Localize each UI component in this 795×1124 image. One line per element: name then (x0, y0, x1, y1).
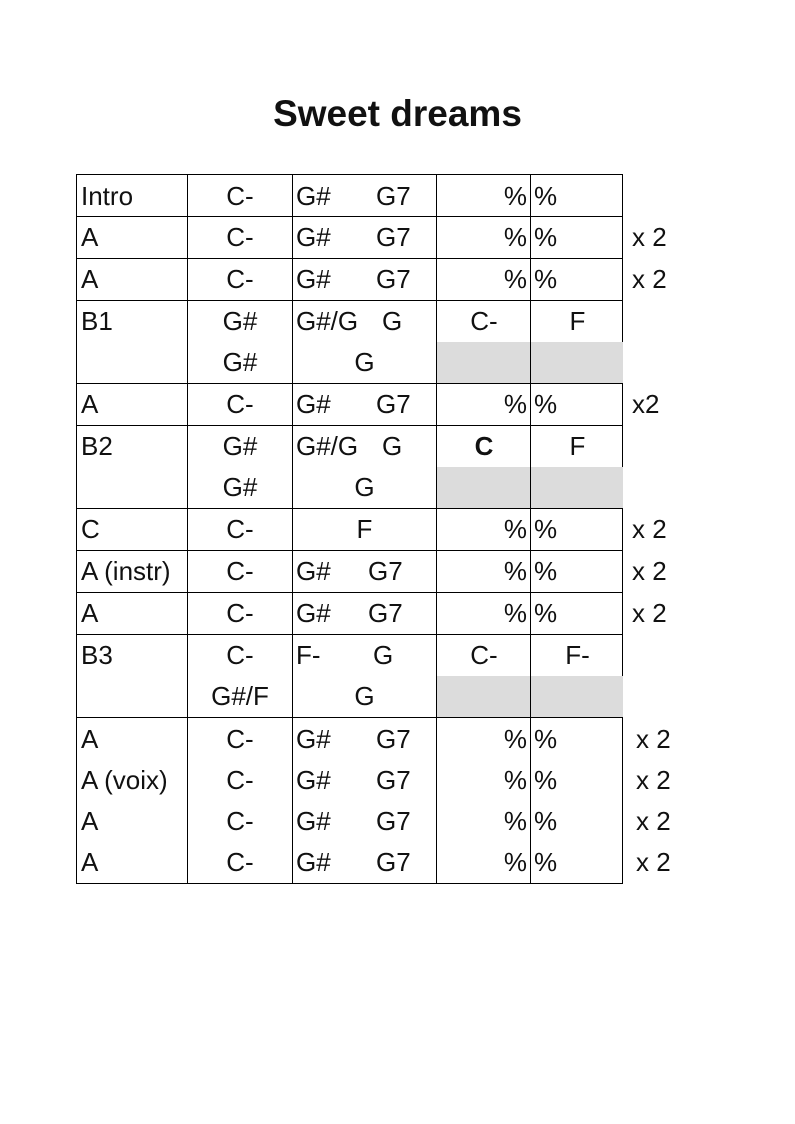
section-a (76, 593, 623, 635)
repeat-bar-symbol: % (534, 181, 558, 211)
section-final-a-block (76, 718, 623, 884)
chord: G (382, 306, 403, 336)
chord: C- (226, 724, 254, 754)
chord: G#/G (296, 306, 359, 336)
repeat-bar-symbol: % (534, 514, 558, 544)
chord: G# (296, 181, 331, 211)
chord: G# (296, 598, 331, 628)
repeat-count: x 2 (636, 724, 671, 754)
chord: G (354, 347, 375, 377)
chord: G7 (368, 598, 403, 628)
repeat-bar-symbol: % (503, 264, 527, 294)
chord: C- (226, 181, 254, 211)
repeat-count: x 2 (632, 514, 667, 544)
repeat-bar-symbol: % (534, 389, 558, 419)
chord: C- (226, 389, 254, 419)
chord: F- (296, 640, 321, 670)
section-intro (76, 174, 623, 217)
section-label: A (81, 806, 99, 836)
repeat-count: x 2 (632, 222, 667, 252)
chord: G (354, 472, 375, 502)
chord: G# (296, 765, 331, 795)
repeat-bar-symbol: % (503, 724, 527, 754)
chord: G# (296, 724, 331, 754)
section-label: A (81, 389, 99, 419)
chord: F (569, 306, 586, 336)
chord: G (354, 681, 375, 711)
chord: C- (470, 306, 498, 336)
repeat-bar-symbol: % (534, 765, 558, 795)
chord: G#/F (211, 681, 269, 711)
repeat-bar-symbol: % (503, 765, 527, 795)
repeat-bar-symbol: % (534, 598, 558, 628)
section-a (76, 259, 623, 301)
section-b3 (76, 635, 623, 718)
repeat-bar-symbol: % (534, 724, 558, 754)
section-label: B2 (81, 431, 113, 461)
repeat-count: x 2 (636, 765, 671, 795)
section-label: A (81, 847, 99, 877)
chord: G7 (376, 222, 411, 252)
chord: G (373, 640, 394, 670)
chord: C- (226, 264, 254, 294)
chord: G# (222, 431, 258, 461)
section-b2 (76, 426, 623, 509)
chord: C- (226, 598, 254, 628)
repeat-bar-symbol: % (534, 556, 558, 586)
section-a (76, 384, 623, 426)
repeat-bar-symbol: % (503, 806, 527, 836)
chord: G7 (376, 765, 411, 795)
chord: G7 (376, 847, 411, 877)
repeat-count: x 2 (632, 598, 667, 628)
chord: G# (222, 306, 258, 336)
repeat-count: x 2 (636, 806, 671, 836)
repeat-bar-symbol: % (503, 389, 527, 419)
repeat-bar-symbol: % (534, 222, 558, 252)
chord: G7 (376, 264, 411, 294)
chord: G# (296, 806, 331, 836)
chord: G# (296, 556, 331, 586)
chord: G# (296, 222, 331, 252)
chord: G7 (376, 181, 411, 211)
chord: C- (226, 640, 254, 670)
chord: G# (222, 472, 258, 502)
repeat-count: x2 (632, 389, 660, 419)
chord: G#/G (296, 431, 359, 461)
repeat-bar-symbol: % (503, 514, 527, 544)
repeat-count: x 2 (636, 847, 671, 877)
repeat-bar-symbol: % (534, 847, 558, 877)
repeat-bar-symbol: % (503, 556, 527, 586)
section-label: A (instr) (81, 556, 171, 586)
chord: C- (226, 514, 254, 544)
section-label: Intro (81, 181, 134, 211)
chord: G# (296, 847, 331, 877)
repeat-bar-symbol: % (503, 181, 527, 211)
repeat-count: x 2 (632, 556, 667, 586)
chord: C- (470, 640, 498, 670)
repeat-bar-symbol: % (534, 264, 558, 294)
chord: C- (226, 222, 254, 252)
section-b1 (76, 301, 623, 384)
chord: G (382, 431, 403, 461)
page-title: Sweet dreams (273, 93, 522, 134)
chord: C- (226, 847, 254, 877)
chord: C- (226, 765, 254, 795)
chord: F (356, 514, 373, 544)
chord: F- (565, 640, 590, 670)
repeat-bar-symbol: % (534, 806, 558, 836)
section-label: A (81, 598, 99, 628)
repeat-bar-symbol: % (503, 222, 527, 252)
section-a (76, 217, 623, 259)
chord: G7 (376, 724, 411, 754)
section-label: A (81, 724, 99, 754)
section-label: C (81, 514, 100, 544)
section-label: B3 (81, 640, 113, 670)
chord: G# (222, 347, 258, 377)
section-label: B1 (81, 306, 113, 336)
chord: G# (296, 264, 331, 294)
chord: C- (226, 806, 254, 836)
chord: C- (226, 556, 254, 586)
repeat-count: x 2 (632, 264, 667, 294)
chord: C (474, 431, 494, 461)
chord: G# (296, 389, 331, 419)
section-label: A (voix) (81, 765, 168, 795)
section-a-instr (76, 551, 623, 593)
repeat-bar-symbol: % (503, 598, 527, 628)
chord: G7 (376, 389, 411, 419)
section-label: A (81, 222, 99, 252)
chord: G7 (376, 806, 411, 836)
chord: G7 (368, 556, 403, 586)
section-label: A (81, 264, 99, 294)
repeat-bar-symbol: % (503, 847, 527, 877)
section-c (76, 509, 623, 551)
chord: F (569, 431, 586, 461)
